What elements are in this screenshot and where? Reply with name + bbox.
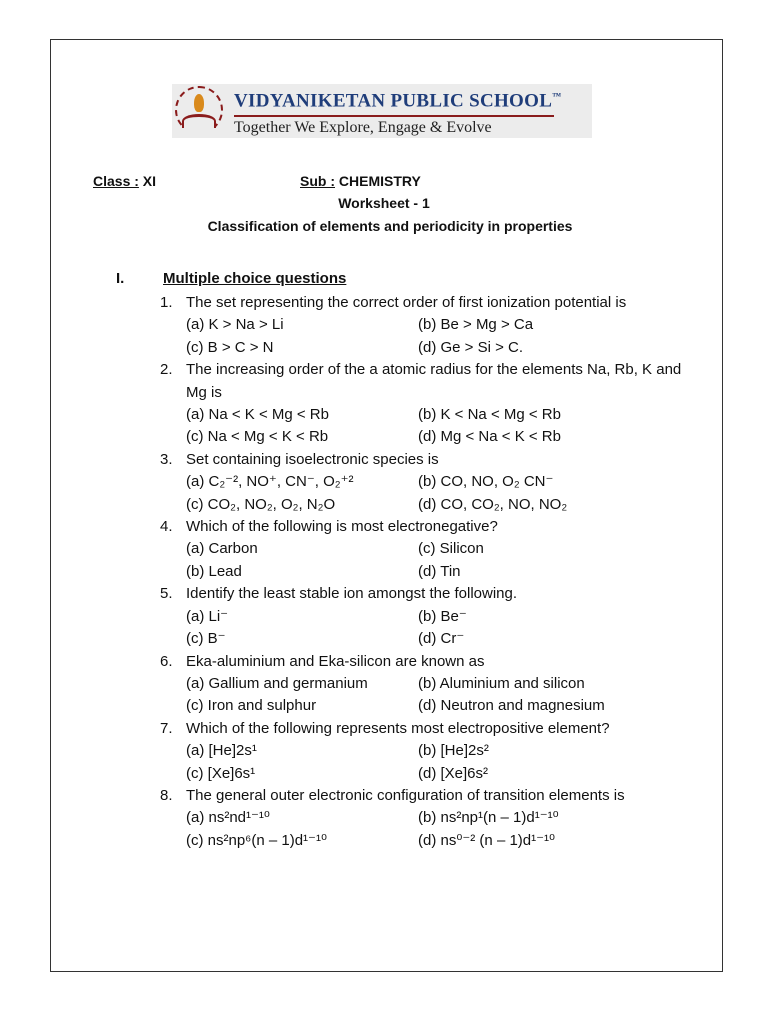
answer-option: (d) Ge > Si > C. [418, 338, 524, 356]
question-number: 2. [160, 361, 173, 379]
answer-option: (d) Mg < Na < K < Rb [418, 428, 561, 446]
answer-option: (d) Cr⁻ [418, 630, 465, 648]
question-list [160, 292, 700, 852]
logo-divider [234, 115, 554, 117]
question-text: Eka-aluminium and Eka-silicon are known as [186, 652, 485, 670]
answer-option: (d) Neutron and magnesium [418, 697, 605, 715]
subject-field: Sub : CHEMISTRY [300, 173, 421, 189]
answer-option: (a) Gallium and germanium [186, 674, 368, 692]
question-number: 1. [160, 294, 173, 311]
answer-option: (a) K > Na > Li [186, 316, 284, 334]
worksheet-title: Worksheet - 1 [338, 195, 430, 211]
answer-option: (d) [Xe]6s² [418, 764, 489, 782]
answer-option: (b) ns²np¹(n – 1)d¹⁻¹⁰ [418, 809, 559, 827]
answer-option: (b) CO, NO, O₂ CN⁻ [418, 473, 554, 491]
question-text: The general outer electronic configuration of transition elements is [186, 786, 625, 804]
question-item [160, 651, 700, 718]
answer-option: (a) Li⁻ [186, 607, 229, 625]
question-text: The increasing order of the a atomic radius for the elements Na, Rb, K and Mg is [186, 361, 682, 401]
question-text: The set representing the correct order of first ionization potential is [186, 294, 627, 311]
question-text: Identify the least stable ion amongst the following. [186, 585, 518, 603]
question-text: Set containing isoelectronic species is [186, 450, 439, 468]
question-text: Which of the following represents most electropositive element? [186, 719, 610, 737]
question-number: 8. [160, 786, 173, 804]
answer-option: (b) Be⁻ [418, 607, 467, 625]
question-number: 5. [160, 585, 173, 603]
section-title: Multiple choice questions [163, 270, 347, 287]
question-item [160, 785, 700, 852]
answer-option: (c) CO₂, NO₂, O₂, N₂O [186, 495, 336, 513]
answer-option: (c) Na < Mg < K < Rb [186, 428, 329, 446]
answer-option: (d) ns⁰⁻² (n – 1)d¹⁻¹⁰ [418, 831, 556, 849]
answer-option: (b) K < Na < Mg < Rb [418, 406, 561, 424]
answer-option: (c) Silicon [418, 540, 484, 558]
question-number: 6. [160, 652, 173, 670]
answer-option: (c) [Xe]6s¹ [186, 764, 256, 782]
answer-option: (a) [He]2s¹ [186, 742, 257, 760]
question-item [160, 292, 700, 359]
answer-option: (a) Carbon [186, 540, 258, 558]
question-number: 7. [160, 719, 173, 737]
answer-option: (b) [He]2s² [418, 742, 489, 760]
question-number: 4. [160, 518, 173, 536]
answer-option: (d) Tin [418, 562, 461, 580]
school-emblem-icon [172, 84, 226, 138]
answer-option: (a) C₂⁻², NO⁺, CN⁻, O₂⁺² [186, 473, 354, 491]
question-number: 3. [160, 450, 173, 468]
answer-option: (b) Lead [186, 562, 242, 580]
question-item [160, 359, 700, 449]
answer-option: (b) Aluminium and silicon [418, 674, 585, 692]
question-item [160, 718, 700, 785]
question-item [160, 516, 700, 583]
topic-title: Classification of elements and periodicity in properties [207, 218, 573, 234]
answer-option: (c) B⁻ [186, 630, 226, 648]
answer-option: (c) Iron and sulphur [186, 697, 317, 715]
school-name: VIDYANIKETAN PUBLIC SCHOOL™ [234, 90, 562, 112]
school-tagline: Together We Explore, Engage & Evolve [234, 118, 492, 136]
section-number: I. [116, 270, 125, 287]
school-logo-banner [172, 84, 592, 138]
class-field: Class : XI [93, 173, 157, 189]
answer-option: (c) B > C > N [186, 338, 274, 356]
question-text: Which of the following is most electronegative? [186, 518, 498, 536]
answer-option: (b) Be > Mg > Ca [418, 316, 534, 334]
question-item [160, 583, 700, 650]
answer-option: (a) ns²nd¹⁻¹⁰ [186, 809, 270, 827]
answer-option: (d) CO, CO₂, NO, NO₂ [418, 495, 568, 513]
question-item [160, 449, 700, 516]
answer-option: (a) Na < K < Mg < Rb [186, 406, 329, 424]
answer-option: (c) ns²np⁶(n – 1)d¹⁻¹⁰ [186, 831, 327, 849]
